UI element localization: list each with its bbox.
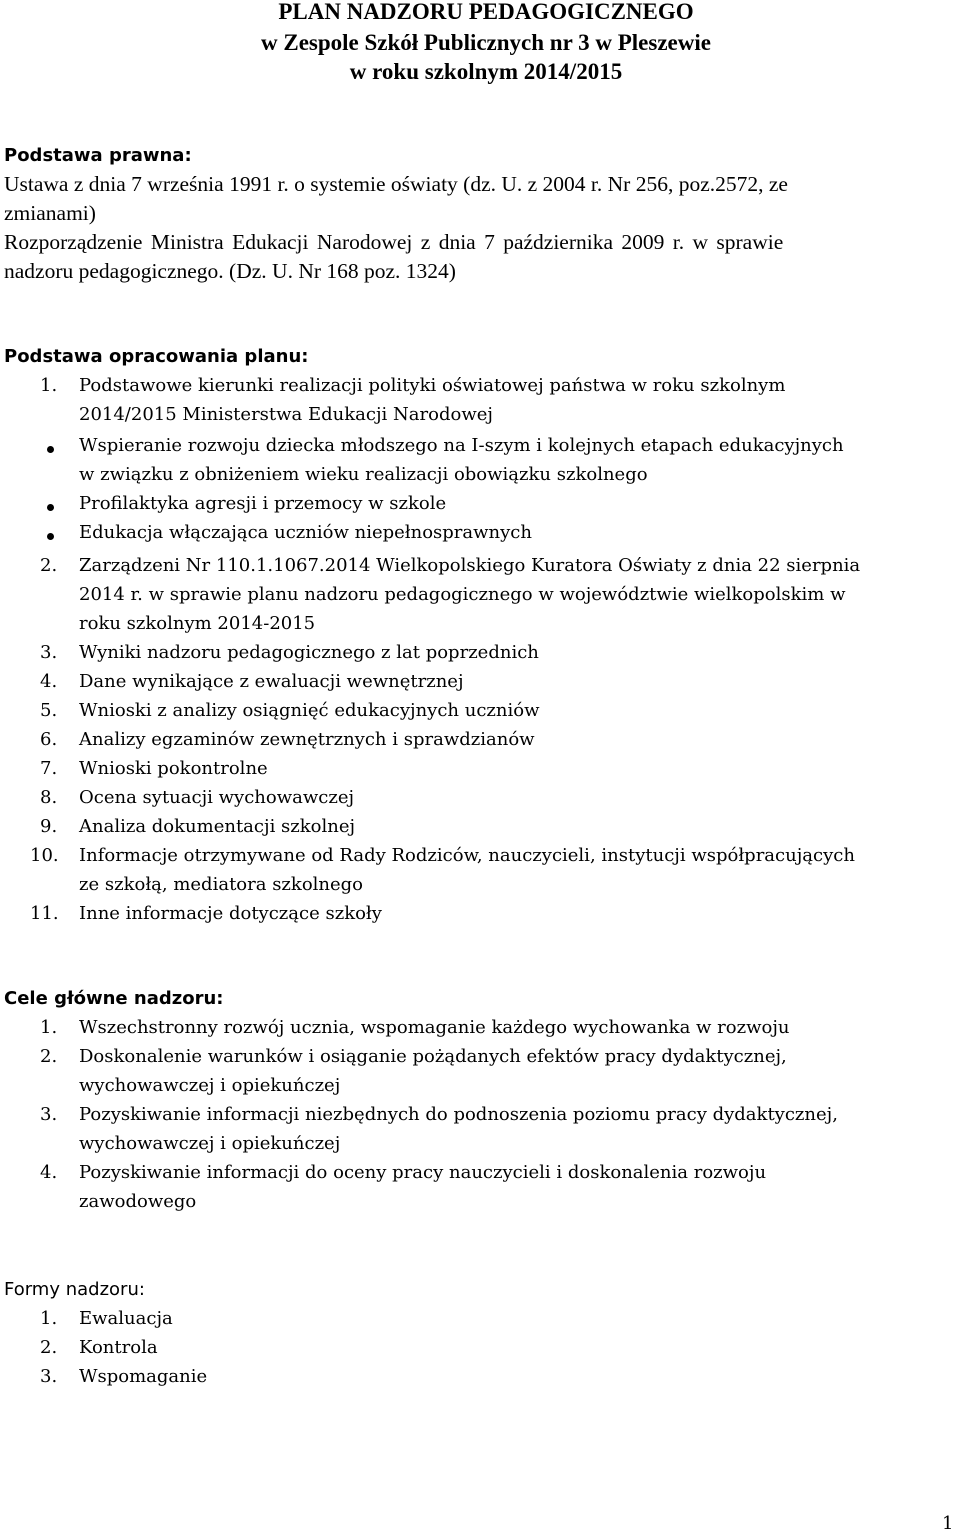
list-item-text: Kontrola	[79, 1337, 158, 1358]
list-number: 2.	[40, 1337, 58, 1358]
list-item-text: wychowawczej i opiekuńczej	[79, 1133, 341, 1154]
list-item-text: wychowawczej i opiekuńczej	[79, 1075, 341, 1096]
list-item-text: Pozyskiwanie informacji niezbędnych do podnoszenia poziomu pracy dydaktycznej,	[79, 1104, 838, 1125]
list-number: 10.	[30, 845, 59, 866]
list-number: 6.	[40, 729, 58, 750]
list-number: 1.	[40, 1308, 58, 1329]
list-number: 1.	[40, 375, 58, 396]
list-item-text: Wspomaganie	[79, 1366, 208, 1387]
page-number: 1	[942, 1513, 954, 1534]
legal-basis-line: Ustawa z dnia 7 września 1991 r. o systemie oświaty (dz. U. z 2004 r. Nr 256, poz.2572, ze	[4, 172, 788, 196]
document-title-line2: w Zespole Szkół Publicznych nr 3 w Pleszewie	[261, 30, 711, 55]
list-item-text: Wszechstronny rozwój ucznia, wspomaganie każdego wychowanka w rozwoju	[79, 1017, 790, 1038]
bullet-icon	[47, 504, 54, 511]
list-item-text: Wyniki nadzoru pedagogicznego z lat poprzednich	[79, 642, 539, 663]
list-item-text: Ocena sytuacji wychowawczej	[79, 787, 355, 808]
list-number: 4.	[40, 671, 58, 692]
list-number: 1.	[40, 1017, 58, 1038]
bullet-icon	[47, 533, 54, 540]
list-item-text: Doskonalenie warunków i osiąganie pożądanych efektów pracy dydaktycznej,	[79, 1046, 787, 1067]
legal-basis-line: nadzoru pedagogicznego. (Dz. U. Nr 168 poz. 1324)	[4, 259, 456, 283]
list-item-text: zawodowego	[79, 1191, 197, 1212]
list-item-text: Podstawowe kierunki realizacji polityki oświatowej państwa w roku szkolnym	[79, 375, 786, 396]
list-item-text: Wnioski z analizy osiągnięć edukacyjnych uczniów	[79, 700, 540, 721]
bullet-item-text: Edukacja włączająca uczniów niepełnosprawnych	[79, 522, 532, 543]
list-number: 3.	[40, 642, 58, 663]
list-item-text: ze szkołą, mediatora szkolnego	[79, 874, 364, 895]
list-number: 3.	[40, 1366, 58, 1387]
list-number: 4.	[40, 1162, 58, 1183]
plan-basis-heading: Podstawa opracowania planu:	[4, 346, 309, 367]
bullet-item-text: w związku z obniżeniem wieku realizacji obowiązku szkolnego	[79, 464, 648, 485]
document-title-line3: w roku szkolnym 2014/2015	[349, 59, 623, 84]
bullet-item-text: Profilaktyka agresji i przemocy w szkole	[79, 493, 447, 514]
list-number: 3.	[40, 1104, 58, 1125]
list-item-text: 2014 r. w sprawie planu nadzoru pedagogicznego w województwie wielkopolskim w	[79, 584, 846, 605]
list-item-text: Zarządzeni Nr 110.1.1067.2014 Wielkopolskiego Kuratora Oświaty z dnia 22 sierpnia	[79, 555, 861, 576]
list-item-text: Analizy egzaminów zewnętrznych i sprawdzianów	[79, 729, 535, 750]
legal-basis-heading: Podstawa prawna:	[4, 145, 192, 166]
bullet-icon	[47, 446, 54, 453]
goals-heading: Cele główne nadzoru:	[4, 988, 224, 1009]
list-item-text: roku szkolnym 2014-2015	[79, 613, 316, 634]
document-title-line1: PLAN NADZORU PEDAGOGICZNEGO	[278, 0, 694, 24]
legal-basis-line: Rozporządzenie Ministra Edukacji Narodowej z dnia 7 października 2009 r. w sprawie	[4, 230, 784, 254]
list-number: 2.	[40, 1046, 58, 1067]
list-item-text: Dane wynikające z ewaluacji wewnętrznej	[79, 671, 464, 692]
bullet-item-text: Wspieranie rozwoju dziecka młodszego na I-szym i kolejnych etapach edukacyjnych	[79, 435, 844, 456]
list-number: 2.	[40, 555, 58, 576]
legal-basis-line: zmianami)	[4, 201, 96, 225]
list-number: 7.	[40, 758, 58, 779]
list-number: 9.	[40, 816, 58, 837]
forms-heading: Formy nadzoru:	[4, 1279, 145, 1300]
list-item-text: Analiza dokumentacji szkolnej	[79, 816, 356, 837]
list-item-text: Pozyskiwanie informacji do oceny pracy nauczycieli i doskonalenia rozwoju	[79, 1162, 767, 1183]
list-item-text: Wnioski pokontrolne	[79, 758, 268, 779]
list-item-text: Ewaluacja	[79, 1308, 173, 1329]
list-item-text: Inne informacje dotyczące szkoły	[79, 903, 382, 924]
list-item-text: 2014/2015 Ministerstwa Edukacji Narodowej	[79, 404, 493, 425]
list-number: 5.	[40, 700, 58, 721]
list-number: 8.	[40, 787, 58, 808]
list-item-text: Informacje otrzymywane od Rady Rodziców, nauczycieli, instytucji współpracujących	[79, 845, 855, 866]
list-number: 11.	[30, 903, 59, 924]
